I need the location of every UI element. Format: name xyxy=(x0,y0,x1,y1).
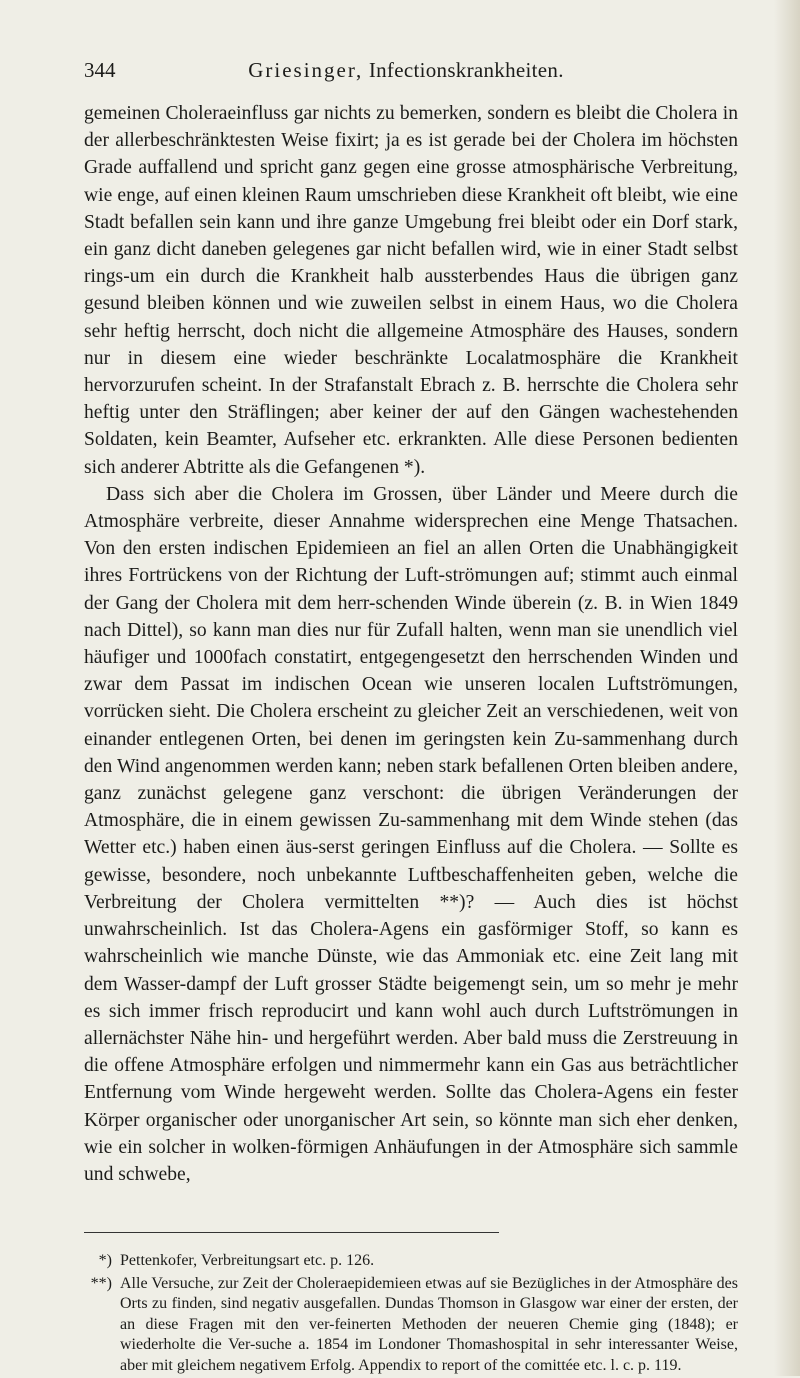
footnote xyxy=(84,1274,738,1377)
running-title xyxy=(144,58,738,83)
page-edge-shadow xyxy=(774,0,800,1376)
footnote-text: Alle Versuche, zur Zeit der Choleraepidemieen etwas auf sie Bezügliches in der Atmosphäre des Orts zu finden, sind negativ ausgefallen. Dundas Thomson in Glasgow war einer der ersten, der an diese Fragen mit den ver-feinerten Methoden der neueren Chemie ging (1848); er wiederholte die Ver-suche a. 1854 im Londoner Thomashospital in sehr interessanter Weise, aber mit gleichem negativem Erfolg. Appendix to report of the comittée etc. l. c. p. 119. xyxy=(120,1274,738,1374)
footnotes xyxy=(84,1251,738,1376)
main-text xyxy=(84,100,738,1188)
footnote xyxy=(84,1251,738,1272)
header-title: Infectionskrankheiten. xyxy=(368,58,564,82)
running-header xyxy=(84,58,738,88)
paragraph: gemeinen Choleraeinfluss gar nichts zu bemerken, sondern es bleibt die Cholera in der allerbeschränktesten Weise fixirt; ja es ist gerade bei der Cholera im höchsten Grade auffallend und spricht ganz gegen eine grosse atmosphärische Verbreitung, wie enge, auf einen kleinen Raum umschrieben diese Krankheit oft bleibt, wie eine Stadt befallen sein kann und ihre ganze Umgebung frei bleibt oder ein Dorf stark, ein ganz dicht daneben gelegenes gar nicht befallen wird, wie in einer Stadt selbst rings-um ein durch die Krankheit halb aussterbendes Haus die übrigen ganz gesund bleiben können und wie zuweilen selbst in einem Haus, wo die Cholera sehr heftig herrscht, doch nicht die allgemeine Atmosphäre des Hauses, sondern nur in diesem eine wieder beschränkte Localatmosphäre die Krankheit hervorzurufen scheint. In der Strafanstalt Ebrach z. B. herrschte die Cholera sehr heftig unter den Sträflingen; aber keiner der auf den Gängen wachestehenden Soldaten, kein Beamter, Aufseher etc. erkrankten. Alle diese Personen bedienten sich anderer Abtritte als die Gefangenen *). xyxy=(84,103,738,478)
header-author: Griesinger, xyxy=(248,58,364,82)
book-page xyxy=(84,58,738,1378)
footnote-mark: *) xyxy=(98,1252,112,1270)
footnote-mark: **) xyxy=(90,1274,112,1292)
footnote-rule xyxy=(84,1232,499,1233)
page-number: 344 xyxy=(84,58,116,82)
paragraph: Dass sich aber die Cholera im Grossen, über Länder und Meere durch die Atmosphäre verbreite, dieser Annahme widersprechen eine Menge Thatsachen. Von den ersten indischen Epidemieen an fiel an allen Orten die Unabhängigkeit ihres Fortrückens von der Richtung der Luft-strömungen auf; stimmt auch einmal der Gang der Cholera mit dem herr-schenden Winde überein (z. B. in Wien 1849 nach Dittel), so kann man dies nur für Zufall halten, wenn man sie unendlich viel häufiger und 1000fach constatirt, entgegengesetzt den herrschenden Winden und zwar dem Passat im indischen Ocean wie unseren localen Luftströmungen, vorrücken sieht. Die Cholera erscheint zu gleicher Zeit an verschiedenen, weit von einander entlegenen Orten, bei denen im geringsten kein Zu-sammenhang durch den Wind angenommen werden kann; neben stark befallenen Orten bleiben andere, ganz zunächst gelegene ganz verschont: die übrigen Veränderungen der Atmosphäre, die in einem gewissen Zu-sammenhang mit dem Winde stehen (das Wetter etc.) haben einen äus-serst geringen Einfluss auf die Cholera. — Sollte es gewisse, besondere, noch unbekannte Luftbeschaffenheiten geben, welche die Verbreitung der Cholera vermittelten **)? — Auch dies ist höchst unwahrscheinlich. Ist das Cholera-Agens ein gasförmiger Stoff, so kann es wahrscheinlich wie manche Dünste, wie das Ammoniak etc. eine Zeit lang mit dem Wasser-dampf der Luft grosser Städte beigemengt sein, um so mehr je mehr es sich immer frisch reproducirt und kann wohl auch durch Luftströmungen in allernächster Nähe hin- und hergeführt werden. Aber bald muss die Zerstreuung in die offene Atmosphäre erfolgen und nimmermehr kann ein Gas aus beträchtlicher Entfernung vom Winde hergeweht werden. Sollte das Cholera-Agens ein fester Körper organischer oder unorganischer Art sein, so könnte man sich eher denken, wie ein solcher in wolken-förmigen Anhäufungen in der Atmosphäre sich sammle und schwebe, xyxy=(84,483,738,1185)
footnote-text: Pettenkofer, Verbreitungsart etc. p. 126. xyxy=(120,1252,375,1270)
